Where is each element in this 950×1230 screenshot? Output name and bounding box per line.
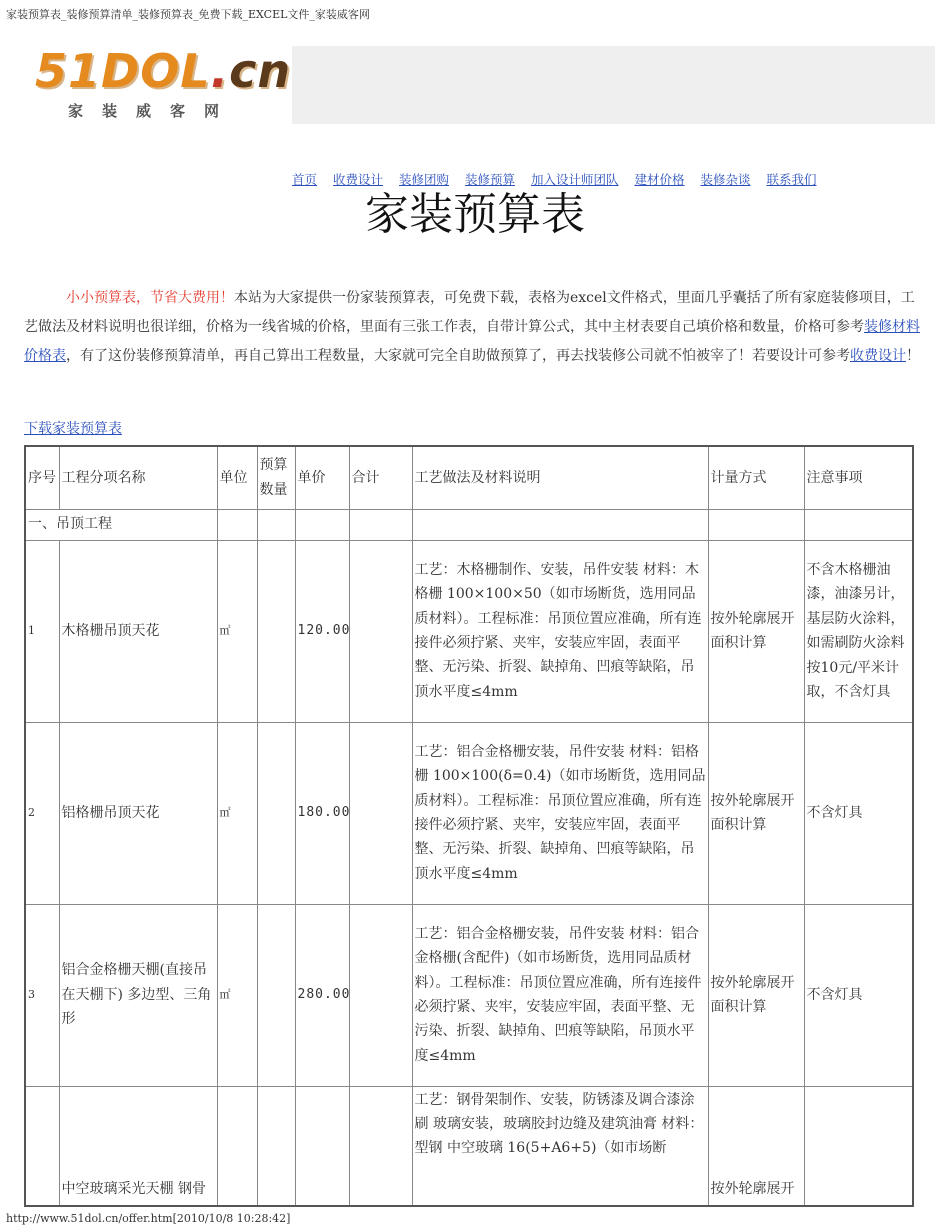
- download-budget-link[interactable]: 下载家装预算表: [24, 421, 122, 437]
- row-unit: [217, 1086, 257, 1206]
- nav-home[interactable]: 首页: [292, 172, 318, 187]
- row-desc: 工艺：钢骨架制作、安装，防锈漆及调合漆涂刷 玻璃安装，玻璃胶封边缝及建筑油膏 材料：型钢 中空玻璃 16(5+A6+5)（如市场断: [412, 1086, 708, 1206]
- row-desc: 工艺：木格栅制作、安装，吊件安装 材料：木格栅 100×100×50（如市场断货，选用同品质材料）。工程标准：吊顶位置应准确，所有连接件必须拧紧、夹牢，安装应牢固，表面平整、无污染、折裂、缺掉角、凹痕等缺陷，吊顶水平度≤4mm: [412, 540, 708, 722]
- intro-text-2: ，有了这份装修预算清单，再自己算出工程数量，大家就可完全自助做预算了，再去找装修公司就不怕被宰了！若要设计可参考: [66, 348, 850, 364]
- row-price: 280.00: [295, 904, 349, 1086]
- row-price: 180.00: [295, 722, 349, 904]
- header-name: 工程分项名称: [59, 446, 217, 509]
- empty-cell: [804, 509, 913, 540]
- header-notes: 注意事项: [804, 446, 913, 509]
- nav-articles[interactable]: 装修杂谈: [700, 172, 751, 187]
- row-measure: 按外轮廓展开面积计算: [708, 904, 804, 1086]
- section-title: 一、吊顶工程: [25, 509, 217, 540]
- empty-cell: [412, 509, 708, 540]
- paid-design-link[interactable]: 收费设计: [850, 348, 906, 364]
- row-price: 120.00: [295, 540, 349, 722]
- row-qty: [257, 1086, 295, 1206]
- logo-subtitle: 家装威客网: [68, 102, 239, 120]
- row-unit: ㎡: [217, 904, 257, 1086]
- empty-cell: [295, 509, 349, 540]
- row-notes: 不含灯具: [804, 904, 913, 1086]
- row-unit: ㎡: [217, 540, 257, 722]
- row-qty: [257, 540, 295, 722]
- intro-highlight: 小小预算表，节省大费用！: [66, 290, 234, 306]
- row-notes: 不含木格栅油漆，油漆另计，基层防火涂料，如需刷防火涂料按10元/平米计取，不含灯具: [804, 540, 913, 722]
- header-total: 合计: [349, 446, 412, 509]
- site-logo[interactable]: [30, 44, 292, 124]
- header-no: 序号: [25, 446, 59, 509]
- row-no: [25, 1086, 59, 1206]
- row-name: 中空玻璃采光天棚 钢骨: [59, 1086, 217, 1206]
- row-name: 木格栅吊顶天花: [59, 540, 217, 722]
- nav-contact[interactable]: 联系我们: [766, 172, 817, 187]
- empty-cell: [349, 509, 412, 540]
- row-price: [295, 1086, 349, 1206]
- intro-paragraph: [24, 284, 922, 371]
- table-header-row: [25, 446, 913, 509]
- header-price: 单价: [295, 446, 349, 509]
- intro-text-1: 本站为大家提供一份家装预算表，可免费下载，表格为excel文件格式，里面几乎囊括了所有家庭装修项目，工艺做法及材料说明也很详细，价格为一线省城的价格，里面有三张工作表，自带计算公式，其中主材表要自己填价格和数量，价格可参考: [24, 290, 915, 335]
- row-unit: ㎡: [217, 722, 257, 904]
- row-notes: [804, 1086, 913, 1206]
- row-no: 1: [25, 540, 59, 722]
- header-measure: 计量方式: [708, 446, 804, 509]
- header-desc: 工艺做法及材料说明: [412, 446, 708, 509]
- table-row: [25, 540, 913, 722]
- row-desc: 工艺：铝合金格栅安装，吊件安装 材料：铝合金格栅(含配件)（如市场断货，选用同品质材料）。工程标准：吊顶位置应准确，所有连接件必须拧紧、夹牢，安装应牢固，表面平整、无污染、折裂、缺掉角、凹痕等缺陷，吊顶水平度≤4mm: [412, 904, 708, 1086]
- header-unit: 单位: [217, 446, 257, 509]
- row-measure: 按外轮廓展开面积计算: [708, 722, 804, 904]
- section-row: [25, 509, 913, 540]
- print-footer-url: http://www.51dol.cn/offer.htm[2010/10/8 10:28:42]: [6, 1212, 291, 1225]
- logo-wordmark: 51DOL.cn: [35, 44, 292, 98]
- row-measure: 按外轮廓展开面积计算: [708, 540, 804, 722]
- table-row: [25, 904, 913, 1086]
- empty-cell: [708, 509, 804, 540]
- nav-join-designers[interactable]: 加入设计师团队: [531, 172, 619, 187]
- table-row: [25, 722, 913, 904]
- row-total: [349, 722, 412, 904]
- empty-cell: [217, 509, 257, 540]
- row-name: 铝格栅吊顶天花: [59, 722, 217, 904]
- budget-table: [24, 445, 914, 1207]
- row-name: 铝合金格栅天棚(直接吊在天棚下) 多边型、三角形: [59, 904, 217, 1086]
- table-row: [25, 1086, 913, 1206]
- header-banner: [292, 46, 935, 124]
- row-desc: 工艺：铝合金格栅安装，吊件安装 材料：铝格栅 100×100(δ=0.4)（如市场断货，选用同品质材料）。工程标准：吊顶位置应准确，所有连接件必须拧紧、夹牢，安装应牢固，表面平整、无污染、折裂、缺掉角、凹痕等缺陷，吊顶水平度≤4mm: [412, 722, 708, 904]
- row-measure: 按外轮廓展开: [708, 1086, 804, 1206]
- row-qty: [257, 904, 295, 1086]
- page-title: 家装预算表: [365, 189, 585, 240]
- nav-group-buy[interactable]: 装修团购: [399, 172, 450, 187]
- row-no: 3: [25, 904, 59, 1086]
- empty-cell: [257, 509, 295, 540]
- row-total: [349, 904, 412, 1086]
- nav-material-prices[interactable]: 建材价格: [634, 172, 685, 187]
- row-total: [349, 1086, 412, 1206]
- row-qty: [257, 722, 295, 904]
- print-header-title: 家装预算表_装修预算清单_装修预算表_免费下载_EXCEL文件_家装威客网: [6, 8, 370, 21]
- row-no: 2: [25, 722, 59, 904]
- row-notes: 不含灯具: [804, 722, 913, 904]
- header-qty: 预算数量: [257, 446, 295, 509]
- nav-budget[interactable]: 装修预算: [465, 172, 516, 187]
- row-total: [349, 540, 412, 722]
- material-price-link[interactable]: 装修材料价格表: [24, 319, 920, 364]
- nav-paid-design[interactable]: 收费设计: [333, 172, 384, 187]
- intro-text-3: ！: [906, 348, 920, 364]
